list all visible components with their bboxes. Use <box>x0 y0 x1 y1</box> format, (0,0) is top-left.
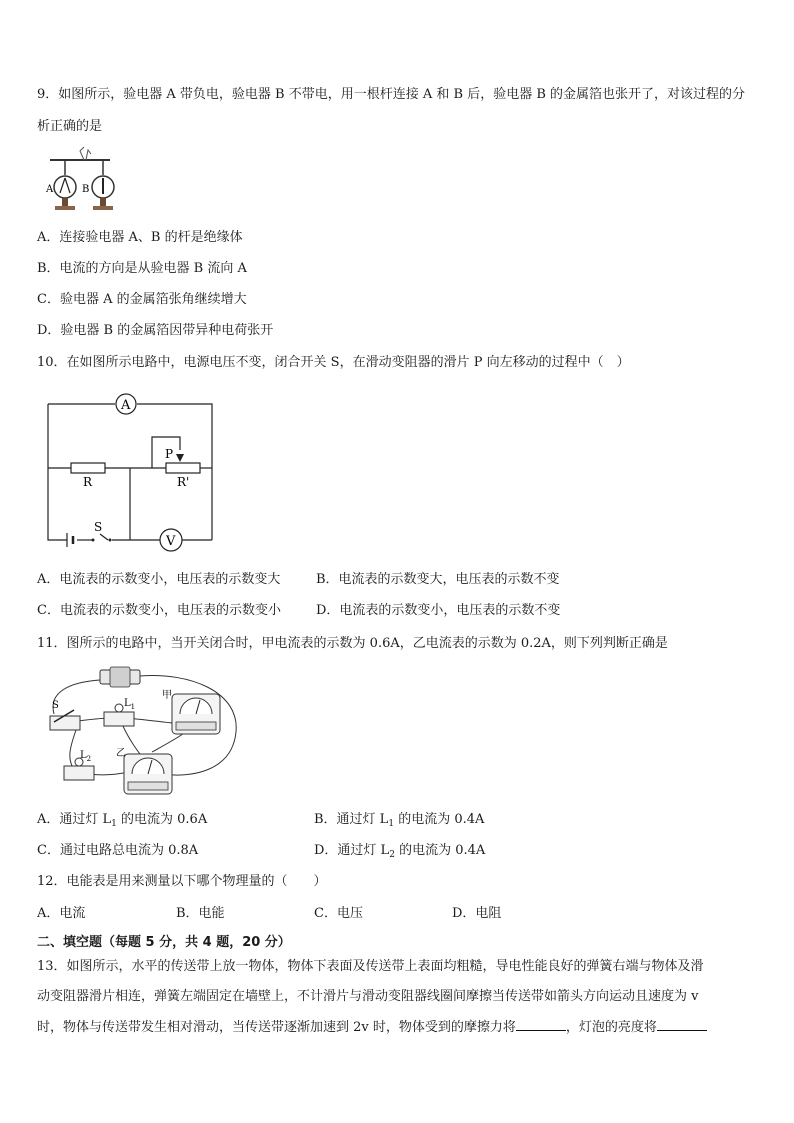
q11-lamp2-label: L <box>80 750 87 761</box>
q11-meter1-label: 甲 <box>162 690 172 701</box>
q9-option-b[interactable]: B．电流的方向是从验电器 B 流向 A <box>37 261 247 276</box>
answer-blank-2[interactable] <box>657 1018 707 1031</box>
q12-option-c[interactable]: C．电压 <box>314 906 363 921</box>
q9-option-d[interactable]: D．验电器 B 的金属箔因带异种电荷张开 <box>37 323 274 338</box>
electroscope-label-b: B <box>82 184 90 195</box>
q9-option-a[interactable]: A．连接验电器 A、B 的杆是绝缘体 <box>37 230 243 245</box>
q11-option-b[interactable]: B．通过灯 $L_1$ 的电流为 0.4A <box>314 812 485 829</box>
answer-blank-1[interactable] <box>516 1018 566 1031</box>
q12-stem: 12．电能表是用来测量以下哪个物理量的（ ） <box>37 874 327 889</box>
q11-lamp1-sub: 1 <box>130 703 136 711</box>
q11-switch-label: S <box>52 700 59 711</box>
q11-lamp2-sub: 2 <box>86 755 92 763</box>
q13-line-1: 13．如图所示，水平的传送带上放一物体，物体下表面及传送带上表面均粗糙，导电性能良好的弹簧右端与物体及滑 <box>37 959 704 974</box>
q10-stem: 10．在如图所示电路中，电源电压不变，闭合开关 S，在滑动变阻器的滑片 P 向左移动的过程中（ ） <box>37 355 630 370</box>
q10-option-a[interactable]: A．电流表的示数变小，电压表的示数变大 <box>37 572 281 587</box>
q13-line-3: 时，物体与传送带发生相对滑动，当传送带逐渐加速到 2v 时，物体受到的摩擦力将 ，灯泡的亮度将 <box>37 1018 707 1037</box>
q11-stem: 11．图所示的电路中，当开关闭合时，甲电流表的示数为 0.6A，乙电流表的示数为 0.2A，则下列判断正确是 <box>37 636 668 651</box>
q12-option-b[interactable]: B．电能 <box>176 906 225 921</box>
q10-option-b[interactable]: B．电流表的示数变大，电压表的示数不变 <box>316 572 560 587</box>
q9-option-c[interactable]: C．验电器 A 的金属箔张角继续增大 <box>37 292 247 307</box>
ammeter-symbol-label: A <box>121 398 131 413</box>
resistor-label: R <box>83 475 93 489</box>
slider-label: P <box>165 447 174 461</box>
rheostat-label: R' <box>177 475 190 489</box>
q9-stem: 9．如图所示，验电器 A 带负电，验电器 B 不带电，用一根杆连接 A 和 B 后，验电器 B 的金属箔也张开了，对该过程的分析正确的是 <box>37 87 746 134</box>
circuit-figure-q11 <box>40 662 246 802</box>
q11-option-a[interactable]: A．通过灯 $L_1$ 的电流为 0.6A <box>37 812 208 829</box>
q10-option-c[interactable]: C．电流表的示数变小，电压表的示数变小 <box>37 603 281 618</box>
ammeter-jia-drawing <box>172 694 220 734</box>
voltmeter-symbol-label: V <box>166 534 176 549</box>
switch-s-drawing <box>50 710 80 730</box>
electroscope-label-a: A <box>46 184 54 195</box>
ammeter-yi-drawing <box>124 754 172 794</box>
circuit-figure-q10 <box>40 388 220 554</box>
q11-option-c[interactable]: C．通过电路总电流为 0.8A <box>37 843 199 858</box>
q11-option-d[interactable]: D．通过灯 $L_2$ 的电流为 0.4A <box>314 843 486 860</box>
section-heading: 二、填空题（每题 5 分，共 4 题，20 分） <box>37 935 291 950</box>
electroscope-figure <box>44 145 120 215</box>
q12-option-a[interactable]: A．电流 <box>37 906 86 921</box>
q11-lamp1-label: L <box>124 698 131 709</box>
q13-line-2: 动变阻器滑片相连，弹簧左端固定在墙壁上，不计滑片与滑动变阻器线圈间摩擦当传送带如箭头方向运动且速度为 v <box>37 989 699 1004</box>
q12-option-d[interactable]: D．电阻 <box>452 906 502 921</box>
q10-option-d[interactable]: D．电流表的示数变小，电压表的示数不变 <box>316 603 561 618</box>
q11-meter2-label: 乙 <box>116 748 126 759</box>
switch-label: S <box>94 520 103 534</box>
svg-text:L1 <box>124 698 135 711</box>
